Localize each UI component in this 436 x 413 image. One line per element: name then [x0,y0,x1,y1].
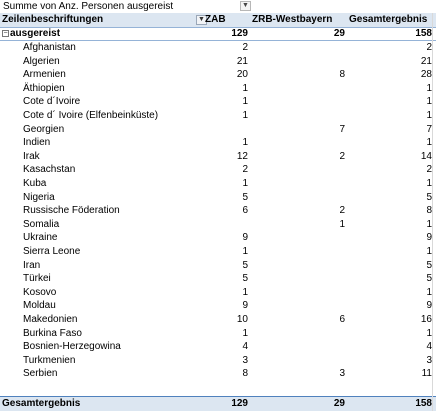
row-label: Kuba [23,178,47,189]
table-row[interactable] [0,204,436,218]
row-total: 16 [420,314,432,325]
row-total: 1 [426,246,432,257]
row-total: 1 [426,218,432,230]
table-row[interactable] [0,177,436,191]
table-row[interactable] [0,286,436,300]
table-row[interactable] [0,123,436,137]
row-total: 2 [426,42,432,53]
row-zab: 2 [242,42,248,53]
row-zab: 1 [242,246,248,257]
row-zrb: 7 [339,123,345,135]
row-zab: 3 [242,354,248,366]
data-field-row [0,0,436,13]
row-total: 1 [426,96,432,108]
column-header-row [0,13,436,28]
grand-total-zab: 129 [231,398,248,409]
table-row[interactable] [0,367,436,381]
row-zab: 1 [242,178,248,189]
dropdown-arrow-icon[interactable]: ▼ [240,1,251,11]
row-zab [200,123,248,137]
row-labels-header: Zeilenbeschriftungen [2,14,104,25]
table-row[interactable] [0,68,436,82]
row-zab: 4 [242,341,248,353]
row-zab: 1 [242,82,248,94]
row-zrb [250,109,345,123]
row-zab: 12 [236,150,248,162]
row-label: Nigeria [23,191,55,203]
table-row[interactable] [0,150,436,164]
table-row[interactable] [0,82,436,96]
table-row[interactable] [0,354,436,368]
row-label: Kosovo [23,286,57,298]
row-zrb [250,259,345,273]
row-total: 5 [426,191,432,203]
group-zrb: 29 [333,28,345,39]
row-label: Burkina Faso [23,327,82,339]
group-zab: 129 [231,28,248,39]
row-total: 4 [426,341,432,353]
table-row[interactable] [0,313,436,327]
row-label: Türkei [23,273,51,285]
row-label: Armenien [23,69,66,81]
row-zrb [250,191,345,205]
grid-divider [432,13,433,411]
row-label: Irak [23,150,40,162]
row-zab: 20 [236,69,248,81]
row-total: 3 [426,354,432,366]
row-zab: 5 [242,191,248,203]
row-zrb: 3 [339,368,345,380]
row-zrb: 1 [339,218,345,230]
zab-header: ZAB [205,14,226,25]
row-zrb [250,231,345,245]
row-total: 9 [426,232,432,244]
row-label: Georgien [23,123,65,135]
grand-total-zrb: 29 [333,398,345,409]
group-label-cell [0,27,202,40]
table-row[interactable] [0,299,436,313]
row-label: Ukraine [23,232,58,244]
row-total: 5 [426,273,432,285]
group-label: ausgereist [10,28,61,39]
row-zrb [250,136,345,150]
row-total: 8 [426,205,432,217]
row-total: 11 [421,368,432,380]
row-zrb [250,41,345,55]
table-row[interactable] [0,272,436,286]
row-zab: 6 [242,205,248,217]
row-total: 21 [420,55,432,67]
row-label: Sierra Leone [23,246,81,257]
row-label: Somalia [23,218,60,230]
row-zab: 5 [242,273,248,285]
row-zab: 1 [242,286,248,298]
row-zrb [250,286,345,300]
grand-total-label: Gesamtergebnis [2,398,81,409]
row-zrb: 6 [339,314,345,325]
table-row[interactable] [0,41,436,55]
row-zrb [250,272,345,286]
row-label: Algerien [23,55,60,67]
filter-dropdown-icon[interactable]: ▼ [196,15,207,25]
row-zab: 21 [236,55,248,67]
row-zrb [250,354,345,368]
table-row[interactable] [0,163,436,177]
row-zrb [250,340,345,354]
row-zrb [250,95,345,109]
row-total: 9 [426,300,432,312]
group-total: 158 [415,28,432,39]
row-label: Iran [23,259,41,271]
row-zab: 9 [242,232,248,244]
row-label: Afghanistan [23,42,76,53]
table-row[interactable] [0,95,436,109]
row-zrb [250,327,345,341]
row-label: Bosnien-Herzegowina [23,341,121,353]
row-label: Turkmenien [23,354,76,366]
table-row[interactable] [0,136,436,150]
row-label: Moldau [23,300,56,312]
row-zrb [250,177,345,191]
row-zrb [250,299,345,313]
row-label: Cote d´ Ivoire (Elfenbeinküste) [23,110,159,121]
table-row[interactable] [0,259,436,273]
row-label: Indien [23,137,51,149]
row-total: 7 [426,123,432,135]
row-total: 1 [426,82,432,94]
row-zab: 1 [242,110,248,121]
row-label: Serbien [23,368,58,380]
row-zrb: 8 [339,69,345,81]
row-zab: 1 [242,137,248,149]
table-row[interactable] [0,191,436,205]
row-zab: 1 [242,327,248,339]
zrb-header: ZRB-Westbayern [252,14,333,25]
group-row[interactable] [0,27,436,41]
row-total: 14 [420,150,432,162]
row-total: 1 [426,137,432,149]
row-total: 1 [426,178,432,189]
row-zab: 10 [236,314,248,325]
grand-total-total: 158 [415,398,432,409]
table-row[interactable] [0,340,436,354]
row-total: 5 [426,259,432,271]
collapse-minus-icon[interactable]: − [3,29,8,37]
table-row[interactable] [0,55,436,69]
row-label: Russische Föderation [23,205,120,217]
row-total: 1 [426,110,432,121]
table-row[interactable] [0,231,436,245]
row-label: Äthiopien [23,82,65,94]
row-total: 1 [426,286,432,298]
row-total: 28 [420,69,432,81]
row-total: 1 [426,327,432,339]
row-label: Kasachstan [23,164,76,176]
table-row[interactable] [0,327,436,341]
row-zab: 8 [242,368,248,380]
row-zrb [250,245,345,259]
row-zrb: 2 [339,205,345,217]
row-zab: 9 [242,300,248,312]
table-row[interactable] [0,109,436,123]
row-zab: 1 [242,96,248,108]
row-zab: 5 [242,259,248,271]
data-field-label[interactable]: Summe von Anz. Personen ausgereist [3,1,174,12]
row-zrb [250,55,345,69]
grand-total-row [0,396,436,411]
row-total: 2 [426,164,432,176]
table-row[interactable] [0,218,436,232]
row-zrb: 2 [339,150,345,162]
total-header: Gesamtergebnis [349,14,428,25]
row-zab [200,218,248,232]
row-zab: 2 [242,164,248,176]
row-label: Makedonien [23,314,78,325]
row-zrb [250,82,345,96]
table-row[interactable] [0,245,436,259]
row-label: Cote d´Ivoire [23,96,81,108]
row-zrb [250,163,345,177]
